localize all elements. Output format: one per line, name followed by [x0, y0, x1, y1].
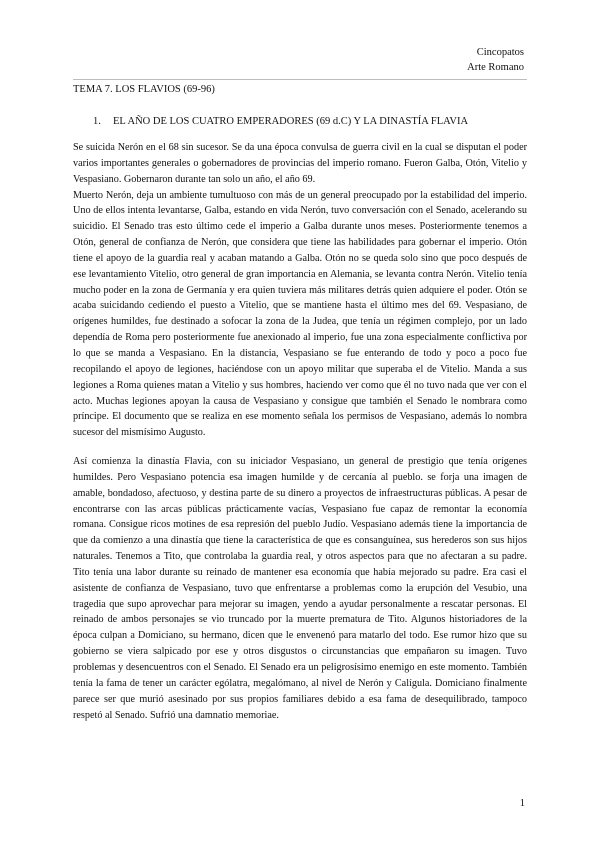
paragraph-intro: Se suicida Nerón en el 68 sin sucesor. Se da una época convulsa de guerra civil en la cual se disputan el poder varios importantes generales o gobernadores de provincias del imperio romano. Fueron Galba, Otón, Vitelio y Vespasiano. Gobernaron durante tan solo un año, el año 69. [73, 142, 527, 185]
page-header [467, 45, 524, 75]
document-body [73, 140, 527, 723]
topic-title: TEMA 7. LOS FLAVIOS (69-96) [73, 84, 215, 95]
header-author: Cincopatos [476, 47, 524, 58]
paragraph-flavian-dynasty: Así comienza la dinastía Flavia, con su iniciador Vespasiano, un general de prestigio que tenía orígenes humildes. Pero Vespasiano potencia esa imagen humilde y de cercanía al pueblo. se forja una imagen de amable, bondadoso, afectuoso, y destina parte de su dinero a proyectos de infraestructuras públicas. A pesar de encontrarse con las arcas públicas prácticamente vacías, Vespasiano fue capaz de remontar la economía romana. Consigue ricos motines de esa represión del pueblo Judío. Vespasiano además tiene la importancia de que da comienzo a una dinastía que tiene la característica de que es consanguínea, sus herederos son sus hijos naturales. Tenemos a Tito, que controlaba la guardia real, y otros aspectos para que no afectaran a su padre. Tito tenía una labor durante su reinado de mantener esa economía que había mejorado su padre. Era casi el asistente de confianza de Vespasiano, tuvo que enfrentarse a problemas como la erupción del Vesubio, una tragedia que supo aprovechar para mejorar su imagen, yendo a ayudar personalmente a rescatar personas. El reinado de ambos personajes se vio truncado por la muerte prematura de Tito. Algunos historiadores de la época culpan a Domiciano, su hermano, dicen que le envenenó para matarlo del todo. Ese rumor hizo que su gobierno se viera salpicado por ese y otros disgustos o circunstancias que empañaron su imagen. Tuvo problemas y desencuentros con el Senado. El Senado era un peligrosísimo enemigo en este momento. También tenía la fama de tener un carácter ególatra, megalómano, al nivel de Nerón y Calígula. Domiciano finalmente parece ser que murió asesinado por sus propios familiares debido a esa fama de desequilibrado, tampoco respetó al Senado. Sufrió una damnatio memoriae. [73, 456, 527, 721]
section-title: EL AÑO DE LOS CUATRO EMPERADORES (69 d.C) Y LA DINASTÍA FLAVIA [113, 116, 469, 127]
section-heading [93, 116, 468, 127]
paragraph-four-emperors: Muerto Nerón, deja un ambiente tumultuoso con más de un general preocupado por la estabilidad del imperio. Uno de ellos intenta levantarse, Galba, estando en vida Nerón, tuvo conversación con el Senado, acelerando su suicidio. El Senado tras esto último cede el imperio a Galba durante unos meses. Posteriormente tenemos a Otón, general de confianza de Nerón, que considera que tiene las habilidades para gobernar el imperio. Otón tiene el apoyo de la guardia real y acaban matando a Galba. Otón no se queda solo sino que poco después de ese levantamiento Vitelio, otro general de gran importancia en Alemania, se levanta contra Nerón. Vitelio tenía mucho poder en la zona de Germanía y era quien tuviera más militares detrás quien adquiere el poder. Otón se acaba suicidando cediendo el puesto a Vitelio, que se mantiene hasta el último mes del 69. Vespasiano, de orígenes humildes, fue destinado a sofocar la zona de la Judea, que tenía un régimen complejo, por un lado dependía de Roma pero posteriormente fue anexionado al imperio, fue una zona especialmente conflictiva por lo que se manda a Vespasiano. En la distancia, Vespasiano se fue enterando de todo y poco a poco fue recopilando el apoyo de legiones, haciéndose con un apoyo militar que superaba el de Vitelio. Manda a sus legiones a Roma quienes matan a Vitelio y sus hombres, haciendo ver como que él no tuvo nada que ver con el acto. Muchas legiones apoyan la causa de Vespasiano y consigue que también el Senado le nombrara como príncipe. El documento que se realiza en ese momento señala los permisos de Vespasiano, además lo nombra sucesor del mismísimo Augusto. [73, 189, 527, 439]
header-subject: Arte Romano [467, 62, 524, 73]
page-number: 1 [519, 798, 525, 809]
section-number: 1. [93, 116, 101, 127]
header-divider [73, 79, 527, 80]
